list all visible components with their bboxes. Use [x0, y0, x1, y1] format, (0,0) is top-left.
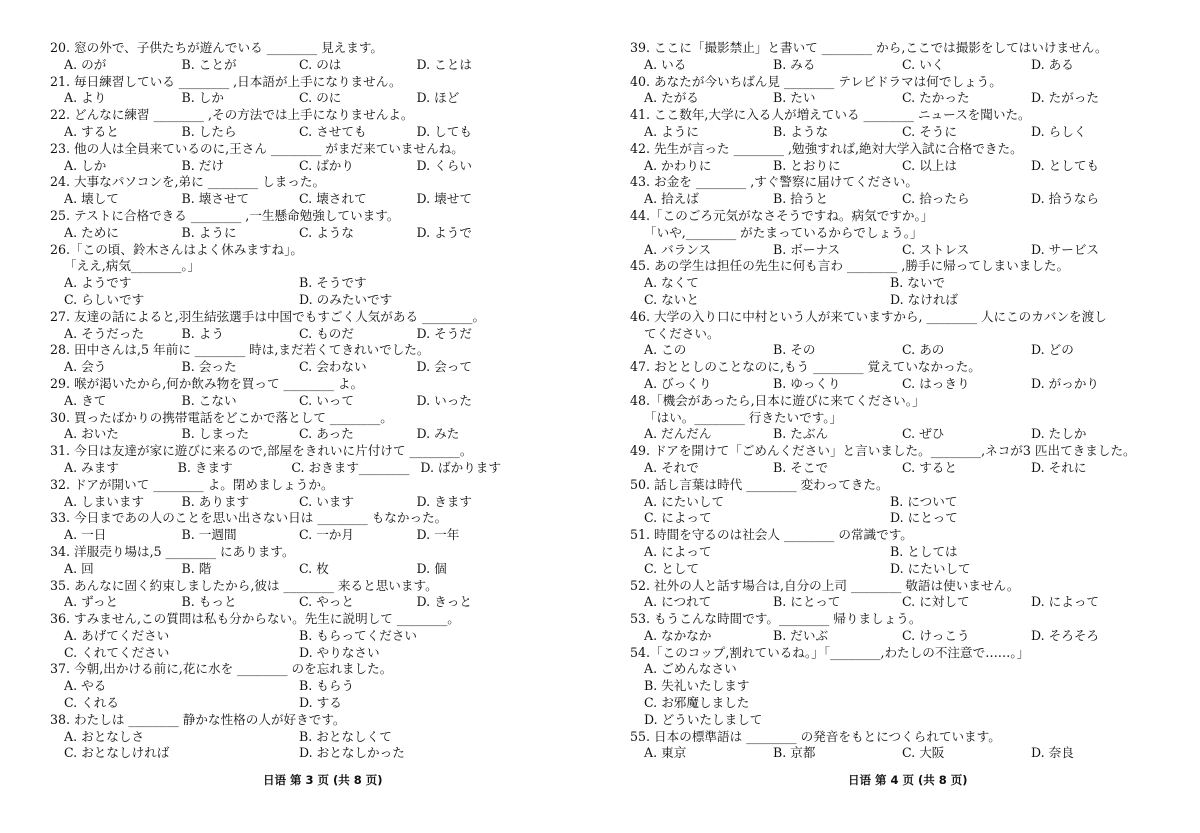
answer-option: D. くらい [416, 157, 472, 173]
page-footer-left: 日语 第 3 页 (共 8 页) [263, 773, 383, 787]
answer-option: D. しても [416, 123, 472, 139]
answer-option: A. ようです [64, 275, 132, 291]
answer-option: D. たしか [1031, 426, 1087, 442]
question-stem: 49. ドアを開けて「ごめんください」と言いました。________,ネコが3 匹出てきました。 [630, 443, 1136, 459]
answer-option: C. たかった [902, 90, 970, 106]
answer-option: D. サービス [1031, 241, 1100, 257]
answer-option: B. あります [181, 493, 250, 509]
question-stem: 50. 話し言葉は時代 ________ 変わってきた。 [630, 476, 889, 492]
option-row [630, 678, 1160, 695]
question-stem: 29. 喉が渇いたから,何か飲み物を買って ________ よ。 [50, 375, 364, 391]
answer-option: C. 会わない [299, 359, 367, 375]
answer-option: D. そろそろ [1031, 627, 1100, 643]
option-row [50, 292, 520, 309]
question-item [50, 376, 520, 410]
answer-option: C. ないと [644, 291, 699, 307]
answer-option: D. きっと [416, 594, 472, 610]
answer-option: A. 壊して [64, 191, 119, 207]
answer-option: C. ストレス [902, 241, 970, 257]
question-item [50, 74, 520, 108]
option-row [630, 376, 1160, 393]
answer-option: B. としては [890, 543, 958, 559]
answer-option: C. 以上は [902, 157, 957, 173]
answer-option: A. たがる [644, 90, 699, 106]
question-item [50, 40, 520, 74]
option-row [630, 124, 1160, 141]
question-item [50, 342, 520, 376]
answer-option: A. そうだった [64, 325, 145, 341]
option-row [50, 158, 520, 175]
answer-option: D. きます [416, 493, 472, 509]
answer-option: C. あの [902, 342, 945, 358]
answer-option: B. 一週間 [181, 527, 237, 543]
answer-option: B. したら [181, 123, 237, 139]
answer-option: A. によって [644, 543, 712, 559]
answer-option: A. いる [644, 56, 687, 72]
answer-option: B. たぶん [773, 426, 829, 442]
answer-option: D. ようで [416, 224, 472, 240]
answer-option: A. ごめんなさい [644, 661, 737, 677]
question-stem: 35. あんなに固く約束しましたから,彼は ________ 来ると思います。 [50, 577, 438, 593]
question-item [630, 611, 1160, 645]
question-item [630, 74, 1160, 108]
option-row [50, 124, 520, 141]
question-item [630, 645, 1160, 729]
question-stem: 24. 大事なパソコンを,弟に ________ しまった。 [50, 174, 326, 190]
answer-option: D. ほど [416, 90, 460, 106]
answer-option: A. みます [64, 459, 119, 475]
answer-option: C. によって [644, 510, 712, 526]
answer-option: A. この [644, 342, 687, 358]
question-stem: 42. 先生が言った ________ ,勉強すれば,絶対大学入試に合格できた。 [630, 140, 1023, 156]
option-row [50, 695, 520, 712]
question-item [630, 359, 1160, 393]
option-row [50, 594, 520, 611]
question-stem-continued: てください。 [644, 325, 720, 341]
option-row [630, 494, 1160, 511]
answer-option: D. それに [1031, 459, 1087, 475]
option-row [50, 678, 520, 695]
question-stem: 21. 毎日練習している ________ ,日本語が上手になりません。 [50, 73, 402, 89]
question-stem: 38. わたしは ________ 静かな性格の人が好きです。 [50, 711, 346, 727]
answer-option: C. いく [902, 56, 945, 72]
question-stem: 48.「機会があったら,日本に遊びに来てください。」 [630, 392, 925, 408]
question-item [50, 661, 520, 711]
question-stem: 26.「この頃、鈴木さんはよく休みますね」。 [50, 241, 304, 257]
question-stem: 46. 大学の入り口に中村という人が来ていますから, ________ 人にこのカバンを渡し [630, 308, 1107, 324]
answer-option: C. おきます________ [291, 459, 410, 475]
question-stem: 37. 今朝,出かける前に,花に水を ________ のを忘れました。 [50, 661, 393, 677]
question-stem: 51. 時間を守るのは社会人 ________ の常識です。 [630, 527, 913, 543]
answer-option: A. あげてください [64, 627, 170, 643]
answer-option: B. そこで [773, 459, 829, 475]
question-item [630, 208, 1160, 258]
option-row [630, 628, 1160, 645]
answer-option: B. きます [177, 459, 233, 475]
answer-option: B. その [773, 342, 816, 358]
question-stem: 39. ここに「撮影禁止」と書いて ________ から,ここでは撮影をしてはいけません。 [630, 40, 1108, 55]
question-item [630, 107, 1160, 141]
answer-option: A. なくて [644, 275, 699, 291]
answer-option: B. ないで [890, 275, 946, 291]
answer-option: A. だんだん [644, 426, 712, 442]
answer-option: B. 拾うと [773, 191, 829, 207]
answer-option: C. 大阪 [902, 745, 945, 761]
question-stem: 55. 日本の標準語は ________ の発音をもとにつくられています。 [630, 728, 1001, 744]
answer-option: C. 拾ったら [902, 191, 970, 207]
question-item [630, 527, 1160, 577]
answer-option: B. 階 [181, 560, 212, 576]
question-item [50, 208, 520, 242]
question-item [50, 510, 520, 544]
option-row [630, 695, 1160, 712]
option-row [630, 191, 1160, 208]
answer-option: A. それで [644, 459, 699, 475]
answer-option: B. もっと [181, 594, 237, 610]
answer-option: D. のみたいです [299, 291, 393, 307]
answer-option: B. おとなしくて [299, 728, 392, 744]
option-row [50, 57, 520, 74]
question-item [50, 174, 520, 208]
answer-option: D. たがった [1031, 90, 1100, 106]
answer-option: B. ゆっくり [773, 375, 841, 391]
option-row [50, 494, 520, 511]
option-row [630, 90, 1160, 107]
question-stem-continued: 「ええ,病気________。」 [64, 258, 201, 274]
question-item [50, 477, 520, 511]
answer-option: B. だけ [181, 157, 224, 173]
answer-option: A. にたいして [644, 493, 725, 509]
answer-option: A. 拾えば [644, 191, 699, 207]
answer-option: D. によって [1031, 594, 1100, 610]
option-row [630, 342, 1160, 359]
right-page-questions [630, 40, 1160, 762]
answer-option: D. ある [1031, 56, 1074, 72]
answer-option: A. より [64, 90, 107, 106]
question-stem: 34. 洋服売り場は,5 ________ にあります。 [50, 543, 295, 559]
answer-option: A. 会う [64, 359, 107, 375]
answer-option: A. につれて [644, 594, 712, 610]
answer-option: D. おとなしかった [299, 745, 405, 761]
question-stem: 23. 他の人は全員来ているのに,王さん ________ がまだ来ていませんね。 [50, 140, 464, 156]
answer-option: A. 一日 [64, 527, 107, 543]
question-item [630, 309, 1160, 359]
answer-option: B. にとって [773, 594, 841, 610]
question-stem-continued: 「いや,________ がたまっているからでしょう。」 [644, 224, 923, 240]
answer-option: B. ことが [181, 56, 237, 72]
question-stem: 20. 窓の外で、子供たちが遊んでいる ________ 見えます。 [50, 40, 384, 55]
answer-option: D. がっかり [1031, 375, 1100, 391]
question-stem: 54.「このコップ,割れているね。」「________,わたしの不注意で……。」 [630, 644, 1030, 660]
option-row [630, 594, 1160, 611]
answer-option: B. 京都 [773, 745, 816, 761]
answer-option: D. なければ [890, 291, 959, 307]
answer-option: C. けっこう [902, 627, 970, 643]
answer-option: D. 拾うなら [1031, 191, 1100, 207]
answer-option: A. かわりに [644, 157, 712, 173]
answer-option: A. びっくり [644, 375, 712, 391]
answer-option: A. すると [64, 123, 119, 139]
question-stem: 36. すみません,この質問は私も分からない。先生に説明して ________。 [50, 611, 460, 627]
option-row [630, 561, 1160, 578]
answer-option: B. もらう [299, 678, 355, 694]
question-item [630, 578, 1160, 612]
question-item [50, 242, 520, 309]
answer-option: A. しか [64, 157, 107, 173]
answer-option: C. ぜひ [902, 426, 945, 442]
question-stem: 33. 今日まであの人のことを思い出さない日は ________ もなかった。 [50, 510, 448, 526]
answer-option: D. ばかります [420, 459, 501, 475]
answer-option: C. はっきり [902, 375, 970, 391]
answer-option: B. みる [773, 56, 816, 72]
question-item [50, 544, 520, 578]
option-row [50, 729, 520, 746]
answer-option: A. バランス [644, 241, 712, 257]
question-stem: 52. 社外の人と話す場合は,自分の上司 ________ 敬語は使いません。 [630, 577, 1020, 593]
option-row [50, 460, 520, 477]
answer-option: C. くれる [64, 695, 119, 711]
option-row [50, 225, 520, 242]
question-item [630, 729, 1160, 763]
option-row [50, 90, 520, 107]
answer-option: C. ばかり [299, 157, 354, 173]
answer-option: C. のは [299, 56, 342, 72]
answer-option: A. しまいます [64, 493, 145, 509]
option-row [630, 242, 1160, 259]
answer-option: C. くれてください [64, 644, 170, 660]
answer-option: A. のが [64, 56, 107, 72]
answer-option: D. ことは [416, 56, 472, 72]
option-row [630, 158, 1160, 175]
option-row [50, 359, 520, 376]
option-row [630, 712, 1160, 729]
question-item [50, 107, 520, 141]
question-stem: 28. 田中さんは,5 年前に ________ 時は,まだ若くてきれいでした。 [50, 342, 430, 358]
answer-option: B. ように [181, 224, 237, 240]
answer-option: C. らしいです [64, 291, 145, 307]
question-item [630, 174, 1160, 208]
option-row [50, 191, 520, 208]
answer-option: D. どういたしまして [644, 711, 763, 727]
answer-option: B. こない [181, 392, 237, 408]
question-stem: 25. テストに合格できる ________ ,一生懸命勉強しています。 [50, 207, 400, 223]
answer-option: A. おいた [64, 426, 119, 442]
question-item [50, 443, 520, 477]
answer-option: B. ような [773, 123, 829, 139]
answer-option: D. らしく [1031, 123, 1087, 139]
answer-option: D. 個 [416, 560, 447, 576]
question-stem: 43. お金を ________ ,すぐ警察に届けてください。 [630, 174, 918, 190]
option-row [50, 645, 520, 662]
question-stem: 30. 買ったばかりの携帯電話をどこかで落として ________。 [50, 409, 393, 425]
question-item [630, 141, 1160, 175]
answer-option: D. としても [1031, 157, 1100, 173]
question-stem: 53. もうこんな時間です。________ 帰りましょう。 [630, 611, 922, 627]
answer-option: B. 壊させて [181, 191, 250, 207]
answer-option: D. どの [1031, 342, 1074, 358]
answer-option: D. 会って [416, 359, 472, 375]
answer-option: C. させても [299, 123, 367, 139]
answer-option: C. やっと [299, 594, 354, 610]
question-item [50, 309, 520, 343]
question-item [50, 712, 520, 762]
option-row [50, 393, 520, 410]
answer-option: C. 一か月 [299, 527, 354, 543]
answer-option: D. する [299, 695, 342, 711]
answer-option: A. ために [64, 224, 119, 240]
question-item [630, 443, 1160, 477]
option-row [630, 426, 1160, 443]
answer-option: B. たい [773, 90, 816, 106]
answer-option: D. 壊せて [416, 191, 472, 207]
option-row [630, 661, 1160, 678]
answer-option: C. として [644, 560, 699, 576]
answer-option: D. にたいして [890, 560, 971, 576]
answer-option: C. 壊されて [299, 191, 367, 207]
answer-option: A. ように [644, 123, 699, 139]
answer-option: B. しか [181, 90, 224, 106]
option-row [50, 745, 520, 762]
answer-option: C. すると [902, 459, 957, 475]
answer-option: B. もらってください [299, 627, 418, 643]
option-row [50, 527, 520, 544]
answer-option: C. ような [299, 224, 354, 240]
answer-option: D. そうだ [416, 325, 472, 341]
question-stem: 32. ドアが開いて ________ よ。閉めましょうか。 [50, 476, 334, 492]
question-stem: 40. あなたが今いちばん見 ________ テレビドラマは何でしょう。 [630, 73, 1002, 89]
answer-option: C. 枚 [299, 560, 329, 576]
answer-option: B. よう [181, 325, 224, 341]
answer-option: B. しまった [181, 426, 250, 442]
option-row [630, 460, 1160, 477]
question-item [50, 410, 520, 444]
question-stem: 31. 今日は友達が家に遊びに来るので,部屋をきれいに片付けて ________。 [50, 443, 473, 459]
answer-option: A. なかなか [644, 627, 712, 643]
answer-option: B. そうです [299, 275, 367, 291]
option-row [630, 745, 1160, 762]
answer-option: A. きて [64, 392, 107, 408]
question-item [50, 141, 520, 175]
page-footer-right: 日语 第 4 页 (共 8 页) [848, 773, 968, 787]
question-item [630, 40, 1160, 74]
left-page-questions [50, 40, 520, 762]
answer-option: C. に対して [902, 594, 970, 610]
answer-option: C. ものだ [299, 325, 354, 341]
question-item [50, 578, 520, 612]
answer-option: D. みた [416, 426, 460, 442]
answer-option: D. やりなさい [299, 644, 380, 660]
question-stem: 44.「このごろ元気がなさそうですね。病気ですか。」 [630, 207, 934, 223]
answer-option: B. 失礼いたします [644, 678, 750, 694]
answer-option: B. だいぶ [773, 627, 829, 643]
question-stem: 27. 友達の話によると,羽生結弦選手は中国でもすごく人気がある ________。 [50, 308, 486, 324]
option-row [50, 426, 520, 443]
answer-option: D. 奈良 [1031, 745, 1074, 761]
answer-option: D. いった [416, 392, 472, 408]
answer-option: C. います [299, 493, 354, 509]
option-row [630, 275, 1160, 292]
option-row [630, 292, 1160, 309]
question-stem-continued: 「はい。________ 行きたいです。」 [644, 409, 843, 425]
answer-option: C. いって [299, 392, 354, 408]
answer-option: B. 会った [181, 359, 237, 375]
question-stem: 22. どんなに練習 ________ ,その方法では上手になりませんよ。 [50, 107, 414, 123]
option-row [50, 275, 520, 292]
question-stem: 47. おととしのことなのに,もう ________ 覚えていなかった。 [630, 359, 981, 375]
question-stem: 45. あの学生は担任の先生に何も言わ ________ ,勝手に帰ってしまいました。 [630, 258, 1070, 274]
answer-option: A. 回 [64, 560, 94, 576]
answer-option: C. お邪魔しました [644, 695, 750, 711]
option-row [50, 326, 520, 343]
answer-option: A. おとなしさ [64, 728, 145, 744]
answer-option: C. あった [299, 426, 354, 442]
option-row [50, 628, 520, 645]
answer-option: A. ずっと [64, 594, 119, 610]
question-item [630, 258, 1160, 308]
answer-option: C. のに [299, 90, 342, 106]
question-item [630, 393, 1160, 443]
question-item [50, 611, 520, 661]
option-row [630, 510, 1160, 527]
answer-option: C. おとなしければ [64, 745, 170, 761]
answer-option: B. ボーナス [773, 241, 841, 257]
answer-option: B. について [890, 493, 958, 509]
answer-option: D. にとって [890, 510, 958, 526]
answer-option: D. 一年 [416, 527, 460, 543]
question-item [630, 477, 1160, 527]
answer-option: C. そうに [902, 123, 957, 139]
option-row [630, 57, 1160, 74]
answer-option: B. とおりに [773, 157, 841, 173]
answer-option: A. 東京 [644, 745, 687, 761]
option-row [50, 561, 520, 578]
answer-option: A. やる [64, 678, 107, 694]
question-stem: 41. ここ数年,大学に入る人が増えている ________ ニュースを聞いた。 [630, 107, 1031, 123]
option-row [630, 544, 1160, 561]
